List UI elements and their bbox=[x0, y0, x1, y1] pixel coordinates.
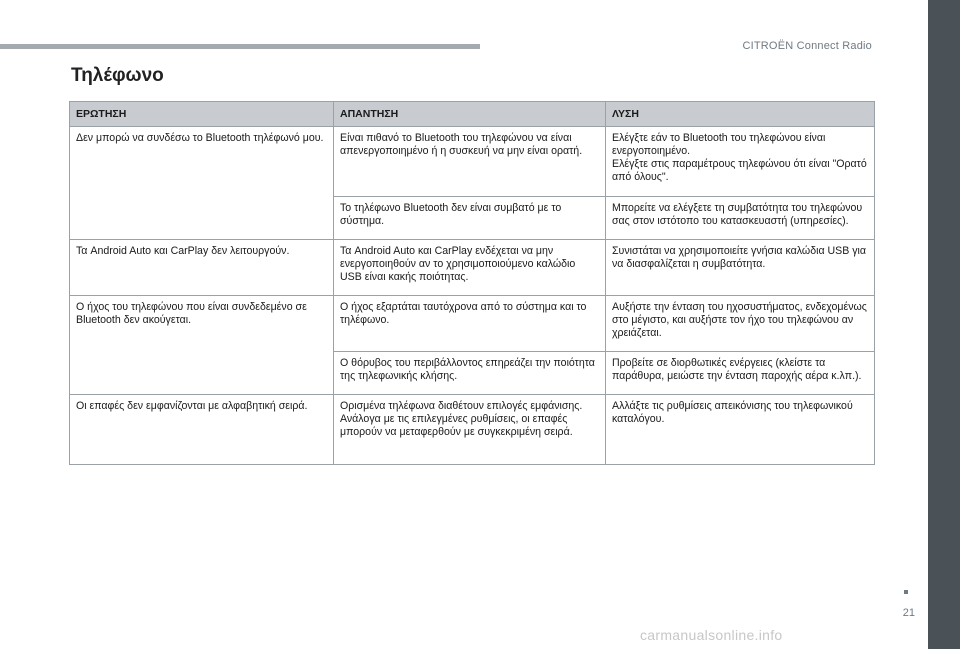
solution-cell: Συνιστάται να χρησιμοποιείτε γνήσια καλώδια USB για να διασφαλίζεται η συμβατότητα. bbox=[606, 240, 875, 296]
column-header-answer: ΑΠΑΝΤΗΣΗ bbox=[334, 102, 606, 127]
question-cell: Οι επαφές δεν εμφανίζονται με αλφαβητική σειρά. bbox=[70, 395, 334, 465]
solution-line: Ελέγξτε εάν το Bluetooth του τηλεφώνου είναι ενεργοποιημένο. bbox=[612, 132, 826, 157]
answer-cell: Είναι πιθανό το Bluetooth του τηλεφώνου να είναι απενεργοποιημένο ή η συσκευή να μην είναι ορατή. bbox=[334, 127, 606, 197]
faq-table bbox=[69, 101, 875, 465]
table-row bbox=[70, 240, 875, 296]
question-cell: Ο ήχος του τηλεφώνου που είναι συνδεδεμένο σε Bluetooth δεν ακούγεται. bbox=[70, 296, 334, 395]
question-cell: Δεν μπορώ να συνδέσω το Bluetooth τηλέφωνό μου. bbox=[70, 127, 334, 240]
answer-cell: Ορισμένα τηλέφωνα διαθέτουν επιλογές εμφάνισης. Ανάλογα με τις επιλεγμένες ρυθμίσεις, οι επαφές μπορούν να μεταφερθούν με συγκεκριμένη σειρά. bbox=[334, 395, 606, 465]
solution-cell: Αλλάξτε τις ρυθμίσεις απεικόνισης του τηλεφωνικού καταλόγου. bbox=[606, 395, 875, 465]
page-title: Τηλέφωνο bbox=[71, 65, 164, 86]
answer-cell: Ο θόρυβος του περιβάλλοντος επηρεάζει την ποιότητα της τηλεφωνικής κλήσης. bbox=[334, 352, 606, 395]
header-rule bbox=[0, 44, 480, 49]
question-cell: Τα Android Auto και CarPlay δεν λειτουργούν. bbox=[70, 240, 334, 296]
solution-line: Ελέγξτε στις παραμέτρους τηλεφώνου ότι είναι "Ορατό από όλους". bbox=[612, 158, 867, 183]
table-row bbox=[70, 395, 875, 465]
table-row bbox=[70, 296, 875, 352]
page-number: 21 bbox=[902, 607, 915, 619]
solution-cell bbox=[606, 127, 875, 197]
watermark: carmanualsonline.info bbox=[640, 627, 783, 643]
solution-cell: Προβείτε σε διορθωτικές ενέργειες (κλείστε τα παράθυρα, μειώστε την ένταση παροχής αέρα κ.λπ.). bbox=[606, 352, 875, 395]
header-brand: CITROËN Connect Radio bbox=[742, 40, 872, 52]
answer-cell: Τα Android Auto και CarPlay ενδέχεται να μην ενεργοποιηθούν αν το χρησιμοποιούμενο καλώδιο USB είναι κακής ποιότητας. bbox=[334, 240, 606, 296]
column-header-solution: ΛΥΣΗ bbox=[606, 102, 875, 127]
table-row bbox=[70, 127, 875, 197]
side-bar bbox=[928, 0, 960, 649]
answer-cell: Ο ήχος εξαρτάται ταυτόχρονα από το σύστημα και το τηλέφωνο. bbox=[334, 296, 606, 352]
column-header-question: ΕΡΩΤΗΣΗ bbox=[70, 102, 334, 127]
solution-cell: Αυξήστε την ένταση του ηχοσυστήματος, ενδεχομένως στο μέγιστο, και αυξήστε τον ήχο του τηλεφώνου αν χρειάζεται. bbox=[606, 296, 875, 352]
table-header-row bbox=[70, 102, 875, 127]
answer-cell: Το τηλέφωνο Bluetooth δεν είναι συμβατό με το σύστημα. bbox=[334, 197, 606, 240]
page-marker bbox=[904, 590, 908, 594]
solution-cell: Μπορείτε να ελέγξετε τη συμβατότητα του τηλεφώνου σας στον ιστότοπο του κατασκευαστή (υπηρεσίες). bbox=[606, 197, 875, 240]
